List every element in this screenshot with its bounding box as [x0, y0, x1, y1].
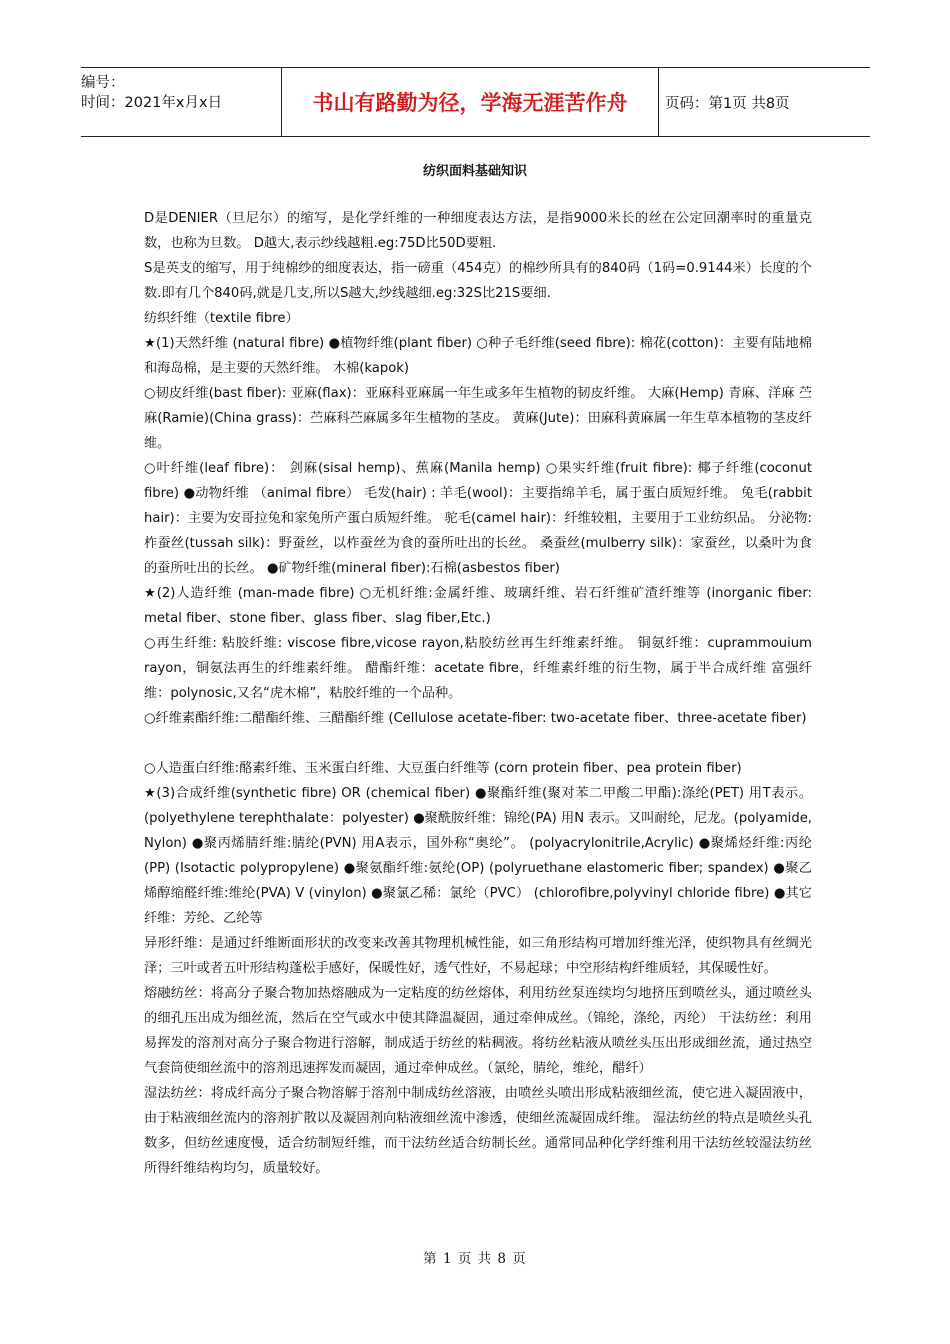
paragraph: ★(2)人造纤维 (man-made fibre) ○无机纤维:金属纤维、玻璃纤维、岩石纤维矿渣纤维等 (inorganic fiber: metal fiber、stone fiber、glass fiber、slag fiber,Etc.) [144, 586, 812, 626]
paragraph: ○叶纤维(leaf fibre)： 剑麻(sisal hemp)、蕉麻(Manila hemp) ○果实纤维(fruit fibre): 椰子纤维(coconut fibre) ●动物纤维 （animal fibre） 毛发(hair) : 羊毛(wool)：主要指绵羊毛，属于蛋白质短纤维。 兔毛(rabbit hair)：主要为安哥拉兔和家兔所产蛋白质短纤维。 驼毛(camel hair)：纤维较粗，主要用于工业纺织品。 分泌物: 柞蚕丝(tussah silk)：野蚕丝，以柞蚕丝为食的蚕所吐出的长丝。 桑蚕丝(mulberry silk)：家蚕丝，以桑叶为食的蚕所吐出的长丝。 ●矿物纤维(mineral fiber):石棉(asbestos fiber) [144, 461, 812, 576]
paragraph: ★(1)天然纤维 (natural fibre) ●植物纤维(plant fiber) ○种子毛纤维(seed fibre): 棉花(cotton)：主要有陆地棉和海岛棉，是主要的天然纤维。 木棉(kapok) [144, 336, 812, 376]
paragraph: D是DENIER（旦尼尔）的缩写，是化学纤维的一种细度表达方法，是指9000米长的丝在公定回潮率时的重量克数，也称为旦数。 D越大,表示纱线越粗.eg:75D比50D要粗. [144, 211, 812, 251]
document-title: 纺织面料基础知识 [422, 164, 527, 179]
paragraph: 湿法纺丝：将成纤高分子聚合物溶解于溶剂中制成纺丝溶液，由喷丝头喷出形成粘液细丝流，使它进入凝固液中，由于粘液细丝流内的溶剂扩散以及凝固剂向粘液细丝流中渗透，使细丝流凝固成纤维。 湿法纺丝的特点是喷丝头孔数多，但纺丝速度慢，适合纺制短纤维，而干法纺丝适合纺制长丝。通常同品种化学纤维利用干法纺丝较湿法纺丝所得纤维结构均匀，质量较好。 [144, 1086, 812, 1176]
header-meta [81, 68, 281, 136]
paragraph: 异形纤维：是通过纤维断面形状的改变来改善其物理机械性能，如三角形结构可增加纤维光泽，使织物具有丝绸光泽；三叶或者五叶形结构蓬松手感好，保暖性好，透气性好，不易起球；中空形结构纤维质轻，其保暖性好。 [144, 936, 812, 976]
page-header [81, 67, 870, 137]
paragraph: ○人造蛋白纤维:酪素纤维、玉米蛋白纤维、大豆蛋白纤维等 (corn protein fiber、pea protein fiber) [144, 761, 742, 776]
paragraph: 熔融纺丝：将高分子聚合物加热熔融成为一定粘度的纺丝熔体，利用纺丝泵连续均匀地挤压到喷丝头，通过喷丝头的细孔压出成为细丝流，然后在空气或水中使其降温凝固，通过牵伸成丝。（锦纶，涤纶，丙纶） 干法纺丝：利用易挥发的溶剂对高分子聚合物进行溶解，制成适于纺丝的粘稠液。将纺丝粘液从喷丝头压出形成细丝流，通过热空气套筒使细丝流中的溶剂迅速挥发而凝固，通过牵伸成丝。（氯纶，腈纶，维纶，醋纤） [144, 986, 812, 1076]
paragraph: 纺织纤维（textile fibre） [144, 311, 299, 326]
document-number: 编号： [81, 75, 125, 91]
document-body [144, 206, 812, 1181]
paragraph: S是英支的缩写，用于纯棉纱的细度表达，指一磅重（454克）的棉纱所具有的840码（1码=0.9144米）长度的个数.即有几个840码,就是几支,所以S越大,纱线越细.eg:32S比21S要细. [144, 261, 812, 301]
paragraph: ○纤维素酯纤维:二醋酯纤维、三醋酯纤维 (Cellulose acetate-fiber: two-acetate fiber、three-acetate fiber) [144, 711, 807, 726]
paragraph: ★(3)合成纤维(synthetic fibre) OR (chemical fiber) ●聚酯纤维(聚对苯二甲酸二甲酯):涤纶(PET) 用T表示。 (polyethylene terephthalate：polyester) ●聚酰胺纤维：锦纶(PA) 用N 表示。又叫耐纶，尼龙。(polyamide, Nylon) ●聚丙烯腈纤维:腈纶(PVN) 用A表示，国外称“奥纶”。 (polyacrylonitrile,Acrylic) ●聚烯烃纤维:丙纶(PP) (Isotactic polypropylene) ●聚氨酯纤维:氨纶(OP) (polyruethane elastomeric fiber; spandex) ●聚乙烯醇缩醛纤维:维纶(PVA) V (vinylon) ●聚氯乙稀：氯纶（PVC） (chlorofibre,polyvinyl chloride fibre) ●其它纤维：芳纶、乙纶等 [144, 786, 812, 926]
header-page-number: 页码：第1页 共8页 [665, 95, 790, 112]
header-motto: 书山有路勤为径，学海无涯苦作舟 [281, 68, 659, 136]
paragraph: ○韧皮纤维(bast fiber): 亚麻(flax)：亚麻科亚麻属一年生或多年生植物的韧皮纤维。 大麻(Hemp) 青麻、洋麻 苎麻(Ramie)(China grass)：苎麻科苎麻属多年生植物的茎皮。 黄麻(Jute)：田麻科黄麻属一年生草本植物的茎皮纤维。 [144, 386, 812, 451]
page-footer: 第 1 页 共 8 页 [423, 1251, 527, 1267]
document-time: 时间：2021年x月x日 [81, 95, 223, 111]
paragraph: ○再生纤维: 粘胶纤维: viscose fibre,vicose rayon,粘胶纺丝再生纤维素纤维。 铜氨纤维：cuprammouium rayon，铜氨法再生的纤维素纤维。 醋酯纤维：acetate fibre，纤维素纤维的衍生物，属于半合成纤维 富强纤维：polynosic,又名“虎木棉”，粘胶纤维的一个品种。 [144, 636, 812, 701]
blank-line [144, 731, 812, 756]
